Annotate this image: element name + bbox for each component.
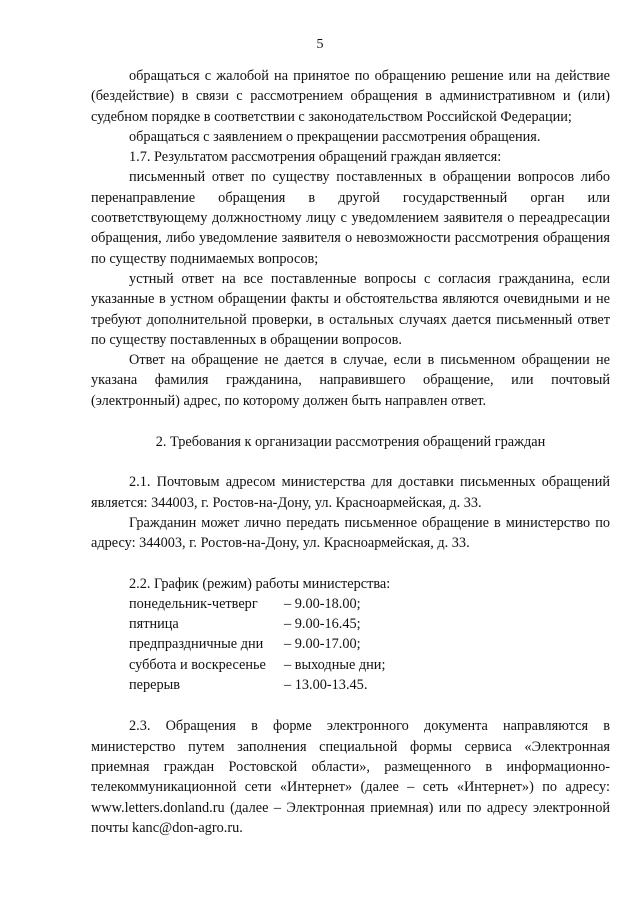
schedule-row bbox=[129, 634, 610, 654]
paragraph-oral-answer: устный ответ на все поставленные вопросы с согласия гражданина, если указанные в устном обращении факты и обстоятельства являются очевидными и не требуют дополнительной проверки, в остальных случаях дается письменный ответ по существу поставленных в обращении вопросов. bbox=[91, 270, 610, 348]
paragraph-electronic-appeals: 2.3. Обращения в форме электронного документа направляются в министерство путем заполнения специальной формы сервиса «Электронная приемная граждан Ростовской области», размещенного в информационно-телекоммуникационной сети «Интернет» (далее – сеть «Интернет») по адресу: www.letters.donland.ru (далее – Электронная приемная) или по адресу электронной почты kanc@don-agro.ru. bbox=[91, 718, 610, 836]
schedule-row bbox=[129, 675, 610, 695]
schedule-row bbox=[129, 594, 610, 614]
paragraph-no-answer: Ответ на обращение не дается в случае, если в письменном обращении не указана фамилия гражданина, направившего обращение, или почтовый (электронный) адрес, по которому должен быть направлен ответ. bbox=[91, 352, 610, 409]
schedule-hours: – 9.00-17.00; bbox=[284, 636, 361, 653]
paragraph-personal-delivery: Гражданин может лично передать письменное обращение в министерство по адресу: 344003, г. Ростов-на-Дону, ул. Красноармейская, д. 33. bbox=[91, 514, 610, 552]
schedule-day: суббота и воскресенье bbox=[129, 656, 266, 673]
document-body bbox=[91, 66, 610, 838]
schedule-day: понедельник-четверг bbox=[129, 595, 258, 612]
schedule-day: перерыв bbox=[129, 677, 180, 694]
paragraph-appeal-complaint: обращаться с жалобой на принятое по обращению решение или на действие (бездействие) в связи с рассмотрением обращения в административном и (или) судебном порядке в соответствии с законодательством Российской Федерации; bbox=[91, 68, 610, 125]
schedule-hours: – выходные дни; bbox=[284, 656, 386, 673]
paragraph-postal-address: 2.1. Почтовым адресом министерства для доставки письменных обращений является: 344003, г. Ростов-на-Дону, ул. Красноармейская, д. 33. bbox=[91, 474, 610, 511]
schedule-day: предпраздничные дни bbox=[129, 636, 264, 653]
paragraph-written-answer: письменный ответ по существу поставленных в обращении вопросов либо перенаправление обращения в другой государственный орган или соответствующему должностному лицу с уведомлением заявителя о переадресации обращения, либо уведомление заявителя о невозможности рассмотрения обращения по существу поднимаемых вопросов; bbox=[91, 169, 610, 267]
schedule-hours: – 9.00-18.00; bbox=[284, 595, 361, 612]
schedule-title: 2.2. График (режим) работы министерства: bbox=[129, 575, 391, 592]
page-number: 5 bbox=[316, 37, 324, 52]
schedule-day: пятница bbox=[129, 616, 179, 633]
schedule-row bbox=[129, 655, 610, 675]
work-schedule bbox=[91, 594, 610, 695]
schedule-hours: – 9.00-16.45; bbox=[284, 616, 361, 633]
schedule-row bbox=[129, 614, 610, 634]
schedule-hours: – 13.00-13.45. bbox=[284, 677, 368, 694]
paragraph-result-heading: 1.7. Результатом рассмотрения обращений граждан является: bbox=[129, 149, 502, 166]
paragraph-termination-request: обращаться с заявлением о прекращении рассмотрения обращения. bbox=[129, 128, 541, 145]
section-heading: 2. Требования к организации рассмотрения обращений граждан bbox=[155, 434, 546, 451]
